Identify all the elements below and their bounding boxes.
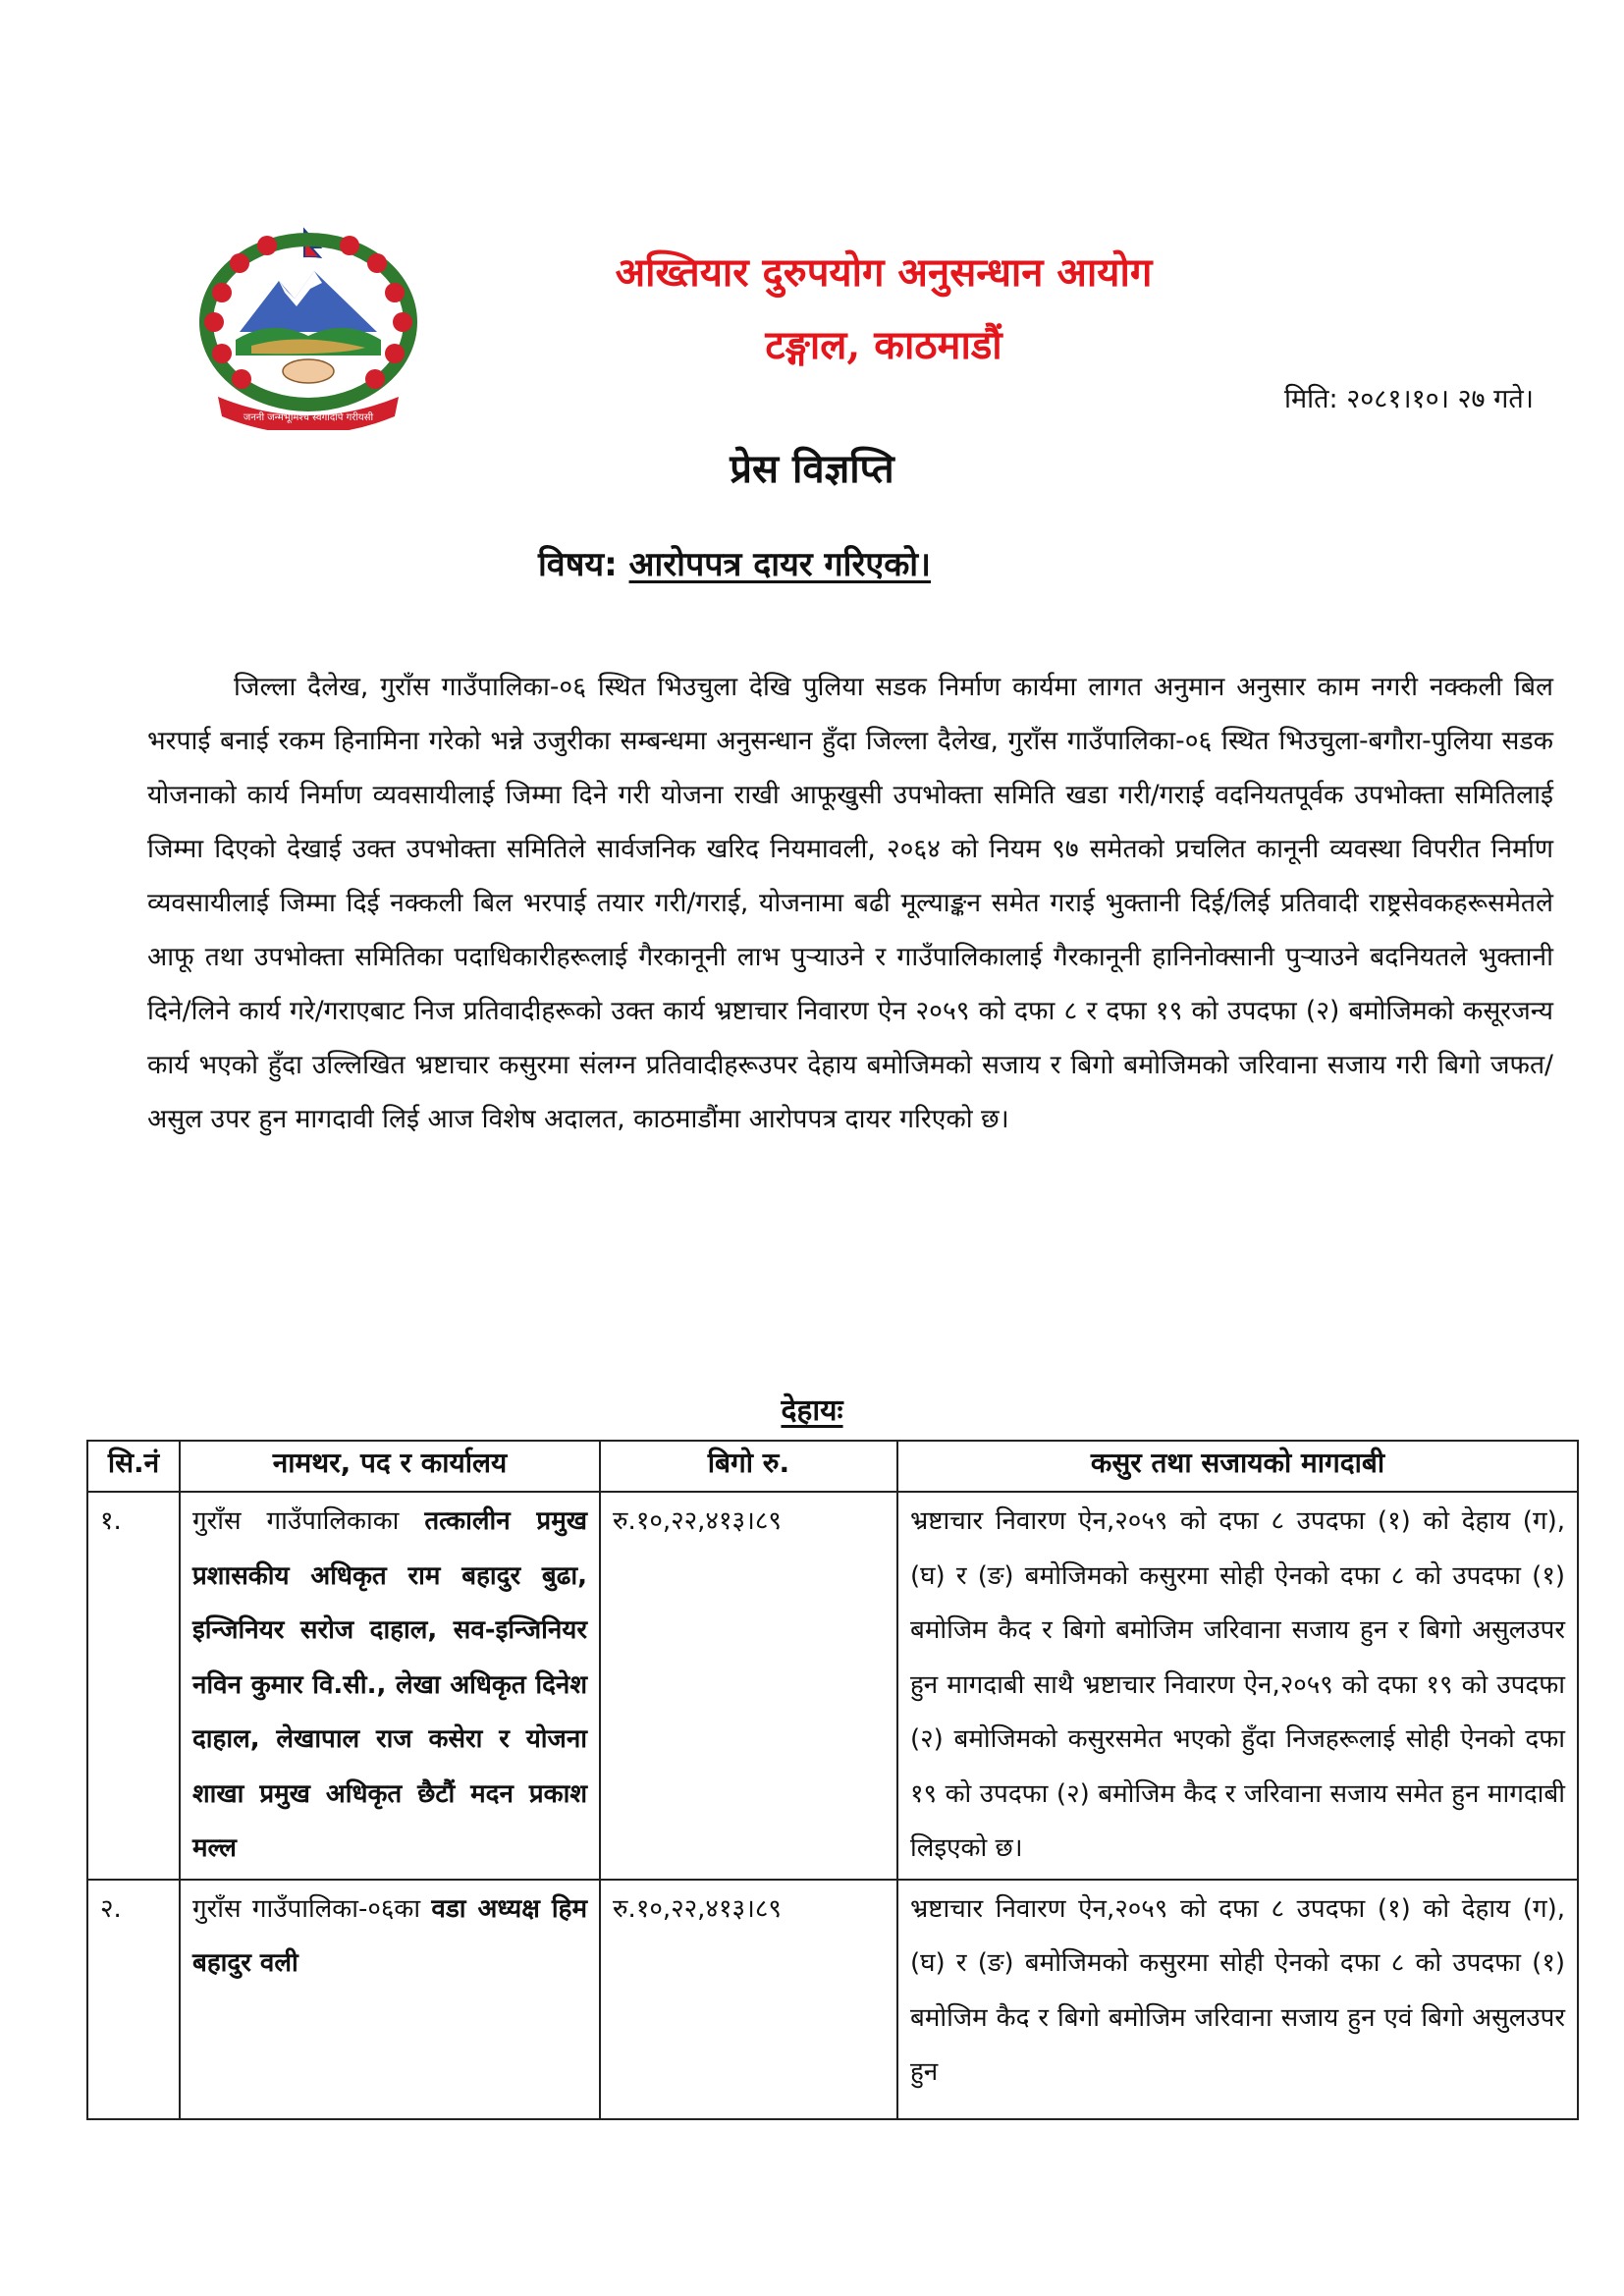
row-defendants [180,1880,600,2119]
body-paragraph: जिल्ला दैलेख, गुराँस गाउँपालिका-०६ स्थित भिउचुला देखि पुलिया सडक निर्माण कार्यमा लागत अनुमान अनुसार काम नगरी नक्कली बिल भरपाई बनाई रकम हिनामिना गरेको भन्ने उजुरीका सम्बन्धमा अनुसन्धान हुँदा जिल्ला दैलेख, गुराँस गाउँपालिका-०६ स्थित भिउचुला-बगौरा-पुलिया सडक योजनाको कार्य निर्माण व्यवसायीलाई जिम्मा दिने गरी योजना राखी आफूखुसी उपभोक्ता समिति खडा गरी/गराई वदनियतपूर्वक उपभोक्ता समितिलाई जिम्मा दिएको देखाई उक्त उपभोक्ता समितिले सार्वजनिक खरिद नियमावली, २०६४ को नियम ९७ समेतको प्रचलित कानूनी व्यवस्था विपरीत निर्माण व्यवसायीलाई जिम्मा दिई नक्कली बिल भरपाई तयार गरी/गराई, योजनामा बढी मूल्याङ्कन समेत गराई भुक्तानी दिई/लिई प्रतिवादी राष्ट्रसेवकहरूसमेतले आफू तथा उपभोक्ता समितिका पदाधिकारीहरूलाई गैरकानूनी लाभ पुऱ्याउने र गाउँपालिकालाई गैरकानूनी हानिनोक्सानी पुऱ्याउने बदनियतले भुक्तानी दिने/लिने कार्य गरे/गराएबाट निज प्रतिवादीहरूको उक्त कार्य भ्रष्टाचार निवारण ऐन २०५९ को दफा ८ र दफा १९ को उपदफा (२) बमोजिमको कसूरजन्य कार्य भएको हुँदा उल्लिखित भ्रष्टाचार कसुरमा संलग्न प्रतिवादीहरूउपर देहाय बमोजिमको सजाय र बिगो बमोजिमको जरिवाना सजाय गरी बिगो जफत/असुल उपर हुन मागदावी लिई आज विशेष अदालत, काठमाडौंमा आरोपपत्र दायर गरिएको छ। [147,672,1553,1134]
row-defendants [180,1492,600,1880]
row-claim: भ्रष्टाचार निवारण ऐन,२०५९ को दफा ८ उपदफा (१) को देहाय (ग), (घ) र (ङ) बमोजिमको कसुरमा सोही ऐनको दफा ८ को उपदफा (१) बमोजिम कैद र बिगो बमोजिम जरिवाना सजाय हुन एवं बिगो असुलउपर हुन [897,1880,1578,2119]
organization-location: टङ्गाल, काठमाडौं [765,322,1002,368]
organization-name: अख्तियार दुरुपयोग अनुसन्धान आयोग [615,249,1153,296]
defendants-table [86,1440,1579,2120]
row-amount: रु.१०,२२,४१३।८९ [600,1492,897,1880]
row-defendant-names: वडा अध्यक्ष हिम बहादुर वली [192,1893,588,1978]
row-serial: १. [87,1492,180,1880]
row-office: गुराँस गाउँपालिकाका [192,1506,425,1536]
row-serial: २. [87,1880,180,2119]
emblem-motto: जननी जन्मभूमिश्च स्वर्गादपि गरीयसी [243,412,374,423]
row-defendant-names: तत्कालीन प्रमुख प्रशासकीय अधिकृत राम बहादुर बुढा, इन्जिनियर सरोज दाहाल, सव-इन्जिनियर नविन कुमार वि.सी., लेखा अधिकृत दिनेश दाहाल, लेखापाल राज कसेरा र योजना शाखा प्रमुख अधिकृत छैटौं मदन प्रकाश मल्ल [192,1506,588,1863]
subject-label: विषय: [538,545,618,584]
section-heading-dehaya: देहायः [781,1394,843,1428]
issue-date: मिति: २०८१।१०। २७ गते। [1284,384,1534,414]
column-header-sn: सि.नं [87,1441,180,1492]
row-amount: रु.१०,२२,४१३।८९ [600,1880,897,2119]
subject-text: आरोपपत्र दायर गरिएको। [628,545,932,584]
document-title: प्रेस विज्ञप्ति [730,447,894,492]
nepal-emblem [192,224,424,430]
column-header-amount: बिगो रु. [600,1441,897,1492]
subject-line [538,540,931,585]
table-header-row [87,1441,1578,1492]
column-header-claim: कसुर तथा सजायको मागदाबी [897,1441,1578,1492]
table-row [87,1492,1578,1880]
row-office: गुराँस गाउँपालिका-०६का [192,1893,432,1924]
table-row [87,1880,1578,2119]
column-header-name: नामथर, पद र कार्यालय [180,1441,600,1492]
row-claim: भ्रष्टाचार निवारण ऐन,२०५९ को दफा ८ उपदफा (१) को देहाय (ग), (घ) र (ङ) बमोजिमको कसुरमा सोही ऐनको दफा ८ को उपदफा (१) बमोजिम कैद र बिगो बमोजिम जरिवाना सजाय हुन र बिगो असुलउपर हुन मागदाबी साथै भ्रष्टाचार निवारण ऐन,२०५९ को दफा १९ को उपदफा (२) बमोजिमको कसुरसमेत भएको हुँदा निजहरूलाई सोही ऐनको दफा १९ को उपदफा (२) बमोजिम कैद र जरिवाना सजाय समेत हुन मागदाबी लिइएको छ। [897,1492,1578,1880]
